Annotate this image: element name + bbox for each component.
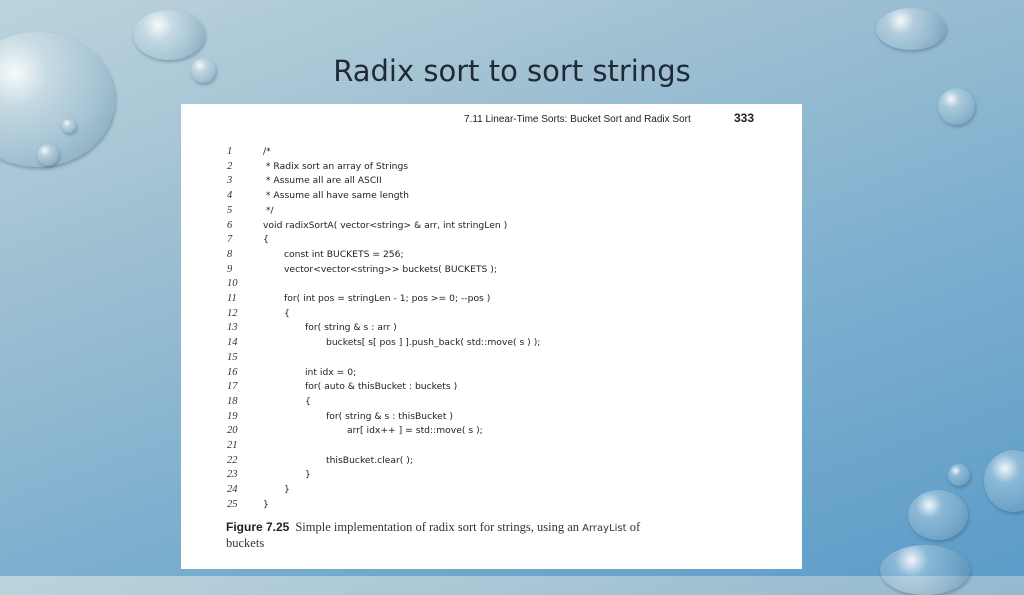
line-number: 7: [227, 234, 233, 246]
code-line: [181, 146, 802, 161]
code-line: [181, 322, 802, 337]
line-number: 19: [227, 410, 238, 422]
code-text: for( string & s : thisBucket ): [326, 410, 453, 422]
line-number: 5: [227, 204, 233, 216]
code-line: [181, 249, 802, 264]
line-number: 6: [227, 219, 233, 231]
line-number: 16: [227, 366, 238, 378]
code-text: {: [305, 395, 311, 407]
code-text: thisBucket.clear( );: [326, 454, 413, 466]
code-text: int idx = 0;: [305, 366, 357, 378]
water-drop-decoration: [908, 490, 968, 540]
code-line: [181, 425, 802, 440]
figure-caption: [226, 520, 676, 551]
line-number: 4: [227, 190, 233, 202]
line-number: 3: [227, 175, 233, 187]
caption-code-term: ArrayList: [582, 523, 627, 534]
line-number: 15: [227, 351, 238, 363]
page-number: 333: [734, 111, 755, 125]
water-drop-decoration: [880, 545, 970, 595]
line-number: 17: [227, 381, 238, 393]
water-drop-decoration: [938, 88, 975, 125]
code-line: [181, 175, 802, 190]
line-number: 23: [227, 469, 238, 481]
code-text: */: [263, 204, 274, 216]
code-line: [181, 455, 802, 470]
code-line: [181, 190, 802, 205]
code-text: buckets[ s[ pos ] ].push_back( std::move( s ) );: [326, 337, 541, 349]
code-text: for( int pos = stringLen - 1; pos >= 0; --pos ): [284, 293, 491, 304]
code-line: [181, 161, 802, 176]
code-line: [181, 440, 802, 455]
line-number: 14: [227, 337, 238, 349]
line-number: 21: [227, 440, 238, 451]
code-text: vector<vector<string>> buckets( BUCKETS );: [284, 263, 497, 275]
code-line: [181, 234, 802, 249]
textbook-page-image: [181, 104, 802, 569]
line-number: 24: [227, 484, 238, 496]
code-line: [181, 484, 802, 499]
line-number: 12: [227, 307, 238, 319]
line-number: 1: [227, 146, 233, 157]
code-line: [181, 308, 802, 323]
code-line: [181, 264, 802, 279]
code-line: [181, 396, 802, 411]
line-number: 10: [227, 278, 238, 290]
code-line: [181, 337, 802, 352]
line-number: 9: [227, 263, 233, 275]
code-line: [181, 411, 802, 426]
code-text: * Assume all have same length: [263, 190, 409, 202]
code-line: [181, 367, 802, 382]
running-head: 7.11 Linear-Time Sorts: Bucket Sort and Radix Sort: [464, 114, 691, 125]
code-text: for( auto & thisBucket : buckets ): [305, 381, 458, 393]
code-line: [181, 220, 802, 235]
code-text: {: [263, 234, 269, 246]
line-number: 20: [227, 425, 238, 437]
code-text: * Assume all are all ASCII: [263, 175, 382, 187]
code-text: * Radix sort an array of Strings: [263, 160, 409, 172]
water-drop-decoration: [37, 144, 59, 166]
code-line: [181, 278, 802, 293]
code-line: [181, 469, 802, 484]
water-drop-decoration: [984, 450, 1024, 512]
code-line: [181, 205, 802, 220]
code-line: [181, 293, 802, 308]
line-number: 11: [227, 293, 237, 304]
line-number: 13: [227, 322, 238, 334]
code-line: [181, 499, 802, 514]
slide-title: Radix sort to sort strings: [333, 54, 691, 88]
water-drop-decoration: [0, 32, 115, 167]
water-drop-decoration: [876, 8, 946, 50]
code-text: }: [263, 498, 269, 510]
code-text: }: [284, 484, 290, 496]
code-text: const int BUCKETS = 256;: [284, 248, 404, 260]
line-number: 22: [227, 454, 238, 466]
code-text: {: [284, 307, 290, 319]
code-text: void radixSortA( vector<string> & arr, int stringLen ): [263, 219, 508, 231]
water-drop-decoration: [948, 464, 970, 486]
line-number: 8: [227, 248, 233, 260]
code-line: [181, 381, 802, 396]
figure-label: Figure 7.25: [226, 520, 290, 534]
line-number: 25: [227, 498, 238, 510]
code-line: [181, 352, 802, 367]
line-number: 2: [227, 160, 233, 172]
code-text: }: [305, 469, 311, 481]
code-text: for( string & s : arr ): [305, 322, 397, 334]
water-drop-decoration: [133, 10, 205, 60]
caption-text: Simple implementation of radix sort for strings, using an: [295, 520, 583, 534]
code-text: arr[ idx++ ] = std::move( s );: [347, 425, 483, 437]
code-text: /*: [263, 146, 271, 157]
water-drop-decoration: [62, 119, 76, 133]
line-number: 18: [227, 395, 238, 407]
caption-text-end: of buckets: [226, 520, 641, 550]
